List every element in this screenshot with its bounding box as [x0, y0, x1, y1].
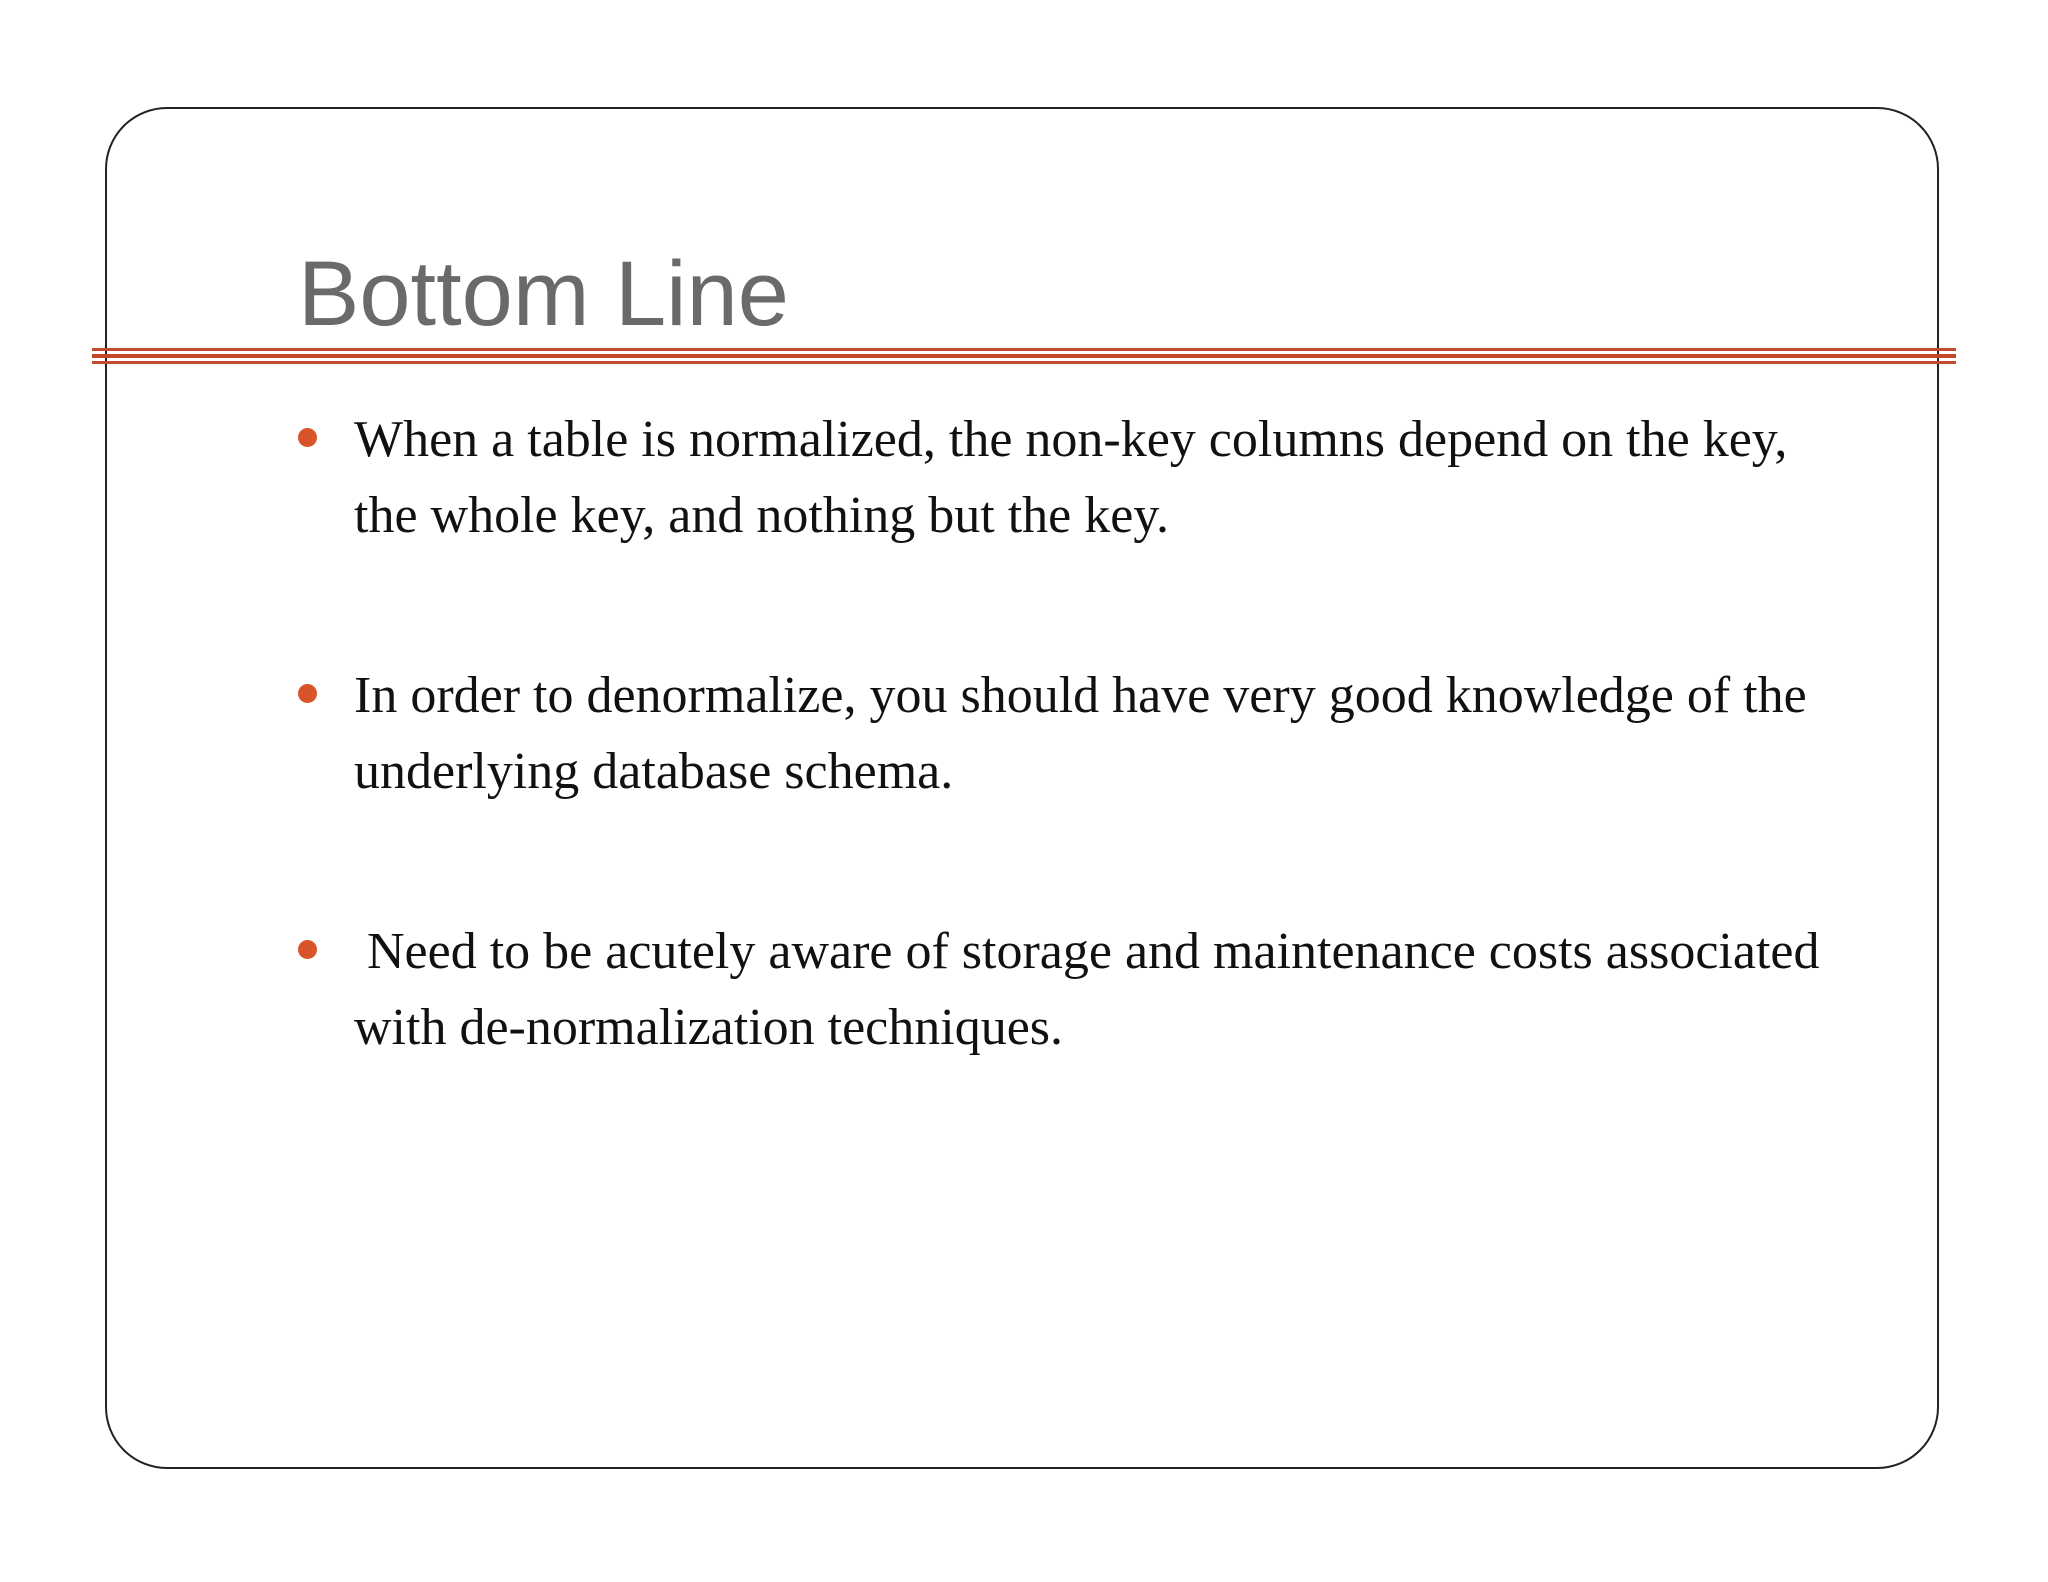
divider-line-bottom — [92, 361, 1956, 364]
bullet-text: When a table is normalized, the non-key columns depend on the key, the whole key, and nothing but the key. — [354, 411, 1801, 544]
slide-title: Bottom Line — [298, 243, 789, 345]
divider-line-top — [92, 348, 1956, 351]
bullet-text: Need to be acutely aware of storage and maintenance costs associated with de-normalization techniques. — [354, 923, 1833, 1056]
bullet-item — [298, 914, 1858, 1066]
bullet-item — [298, 402, 1858, 554]
bullet-text: In order to denormalize, you should have very good knowledge of the underlying database schema. — [354, 667, 1820, 800]
divider-line-middle — [92, 354, 1956, 358]
bullet-dot-icon — [298, 684, 317, 703]
bullet-item — [298, 658, 1858, 810]
bullet-dot-icon — [298, 428, 317, 447]
bullet-dot-icon — [298, 940, 317, 959]
bullet-list — [298, 402, 1858, 1170]
title-divider — [92, 348, 1956, 366]
